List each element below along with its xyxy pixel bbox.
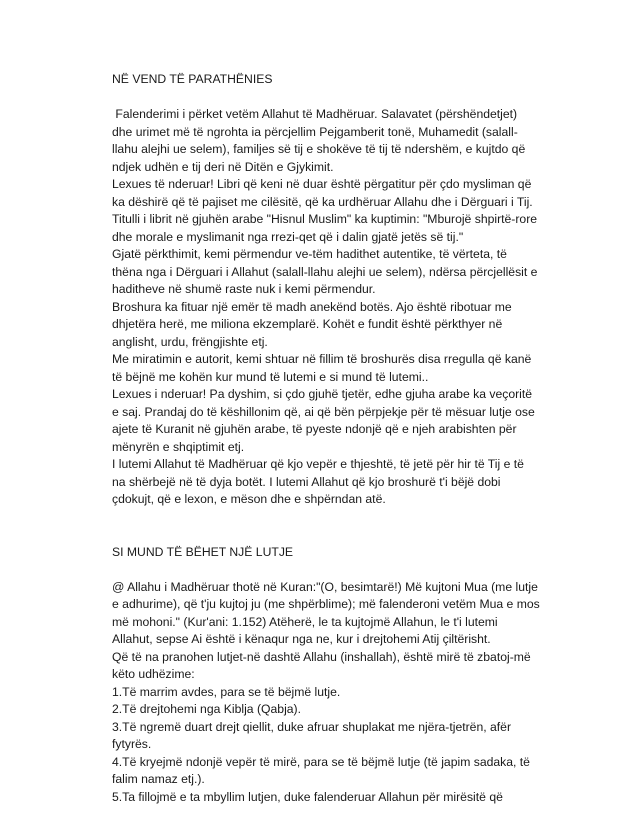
paragraph: Që të na pranohen lutjet-në dashtë Allahu (inshallah), është mirë të zbatoj-më këto udhëzime:: [112, 649, 531, 681]
list-item: 2.Të drejtohemi nga Kiblja (Qabja).: [112, 702, 302, 716]
paragraph: Gjatë përkthimit, kemi përmendur ve-tëm hadithet autentike, të vërteta, të thëna nga i Dërguari i Allahut (salall-llahu alejhi ue selem), ndërsa përcjellësit e haditheve në shumë raste nuk i kemi përmendur.: [112, 247, 538, 296]
list-item: 4.Të kryejmë ndonjë vepër të mirë, para se të bëjmë lutje (të japim sadaka, të falim namaz etj.).: [112, 754, 530, 786]
document-content: [112, 71, 540, 806]
paragraph: @ Allahu i Madhëruar thotë në Kuran:"(O, besimtarë!) Më kujtoni Mua (me lutje e adhurime), që t'ju kujtoj ju (me shpërblime); më falenderoni vetëm Mua e mos më mohoni." (Kur'ani: 1.152) Atëherë, le ta kujtojmë Allahun, le t'i lutemi Allahut, sepse Ai është i kënaqur nga ne, kur i drejtohemi Atij çiltërisht.: [112, 579, 540, 646]
paragraph: I lutemi Allahut të Madhëruar që kjo vepër e thjeshtë, të jetë për hir të Tij e të na shërbejë në të dyja botët. I lutemi Allahut që kjo broshurë t'i bëjë dobi çdokujt, që e lexon, e mëson dhe e shpërndan atë.: [112, 457, 524, 506]
list-item: 5.Ta fillojmë e ta mbyllim lutjen, duke falenderuar Allahun për mirësitë që: [112, 789, 503, 804]
paragraph: Lexues i nderuar! Pa dyshim, si çdo gjuhë tjetër, edhe gjuha arabe ka veçoritë e saj. Prandaj do të këshillonim që, ai që bën përpjekje për të mësuar lutje ose ajete të Kuranit në gjuhën arabe, të pyeste ndonjë që e njeh arabishten për mënyrën e shqiptimit etj.: [112, 387, 535, 454]
section-heading-how-to-pray: SI MUND TË BËHET NJË LUTJE: [112, 544, 294, 559]
spacer: [112, 89, 540, 107]
paragraph: Me miratimin e autorit, kemi shtuar në fillim të broshurës disa rregulla që kanë të bëjnë me kohën kur mund të lutemi e si mund të lutemi..: [112, 352, 532, 384]
spacer: [112, 509, 540, 544]
list-item: 3.Të ngremë duart drejt qiellit, duke afruar shuplakat me njëra-tjetrën, afër fytyrës.: [112, 719, 512, 751]
section-heading-preface: NË VEND TË PARATHËNIES: [112, 72, 273, 86]
paragraph: Broshura ka fituar një emër të madh anekënd botës. Ajo është ribotuar me dhjetëra herë, me miliona ekzemplarë. Kohët e fundit është përkthyer në anglisht, urdu, frëngjishte etj.: [112, 299, 512, 349]
paragraph: Falenderimi i përket vetëm Allahut të Madhëruar. Salavatet (përshëndetjet) dhe urimet më të ngrohta ia përcjellim Pejgamberit tonë, Muhamedit (salall-llahu alejhi ue selem), familjes së tij e shokëve të tij të ndershëm, e kujtdo që ndjek udhën e tij deri në Ditën e Gjykimit.: [112, 107, 529, 174]
spacer: [112, 561, 540, 579]
list-item: 1.Të marrim avdes, para se të bëjmë lutje.: [112, 684, 341, 699]
paragraph: Lexues të nderuar! Libri që keni në duar është përgatitur për çdo mysliman që ka dëshirë që të pajiset me cilësitë, që ka urdhëruar Allahu dhe i Dërguari i Tij. Titulli i librit në gjuhën arabe "Hisnul Muslim" ka kuptimin: "Mburojë shpirtë-rore dhe morale e myslimanit nga rrezi-qet që i dalin gjatë jetës së tij.": [112, 177, 538, 244]
